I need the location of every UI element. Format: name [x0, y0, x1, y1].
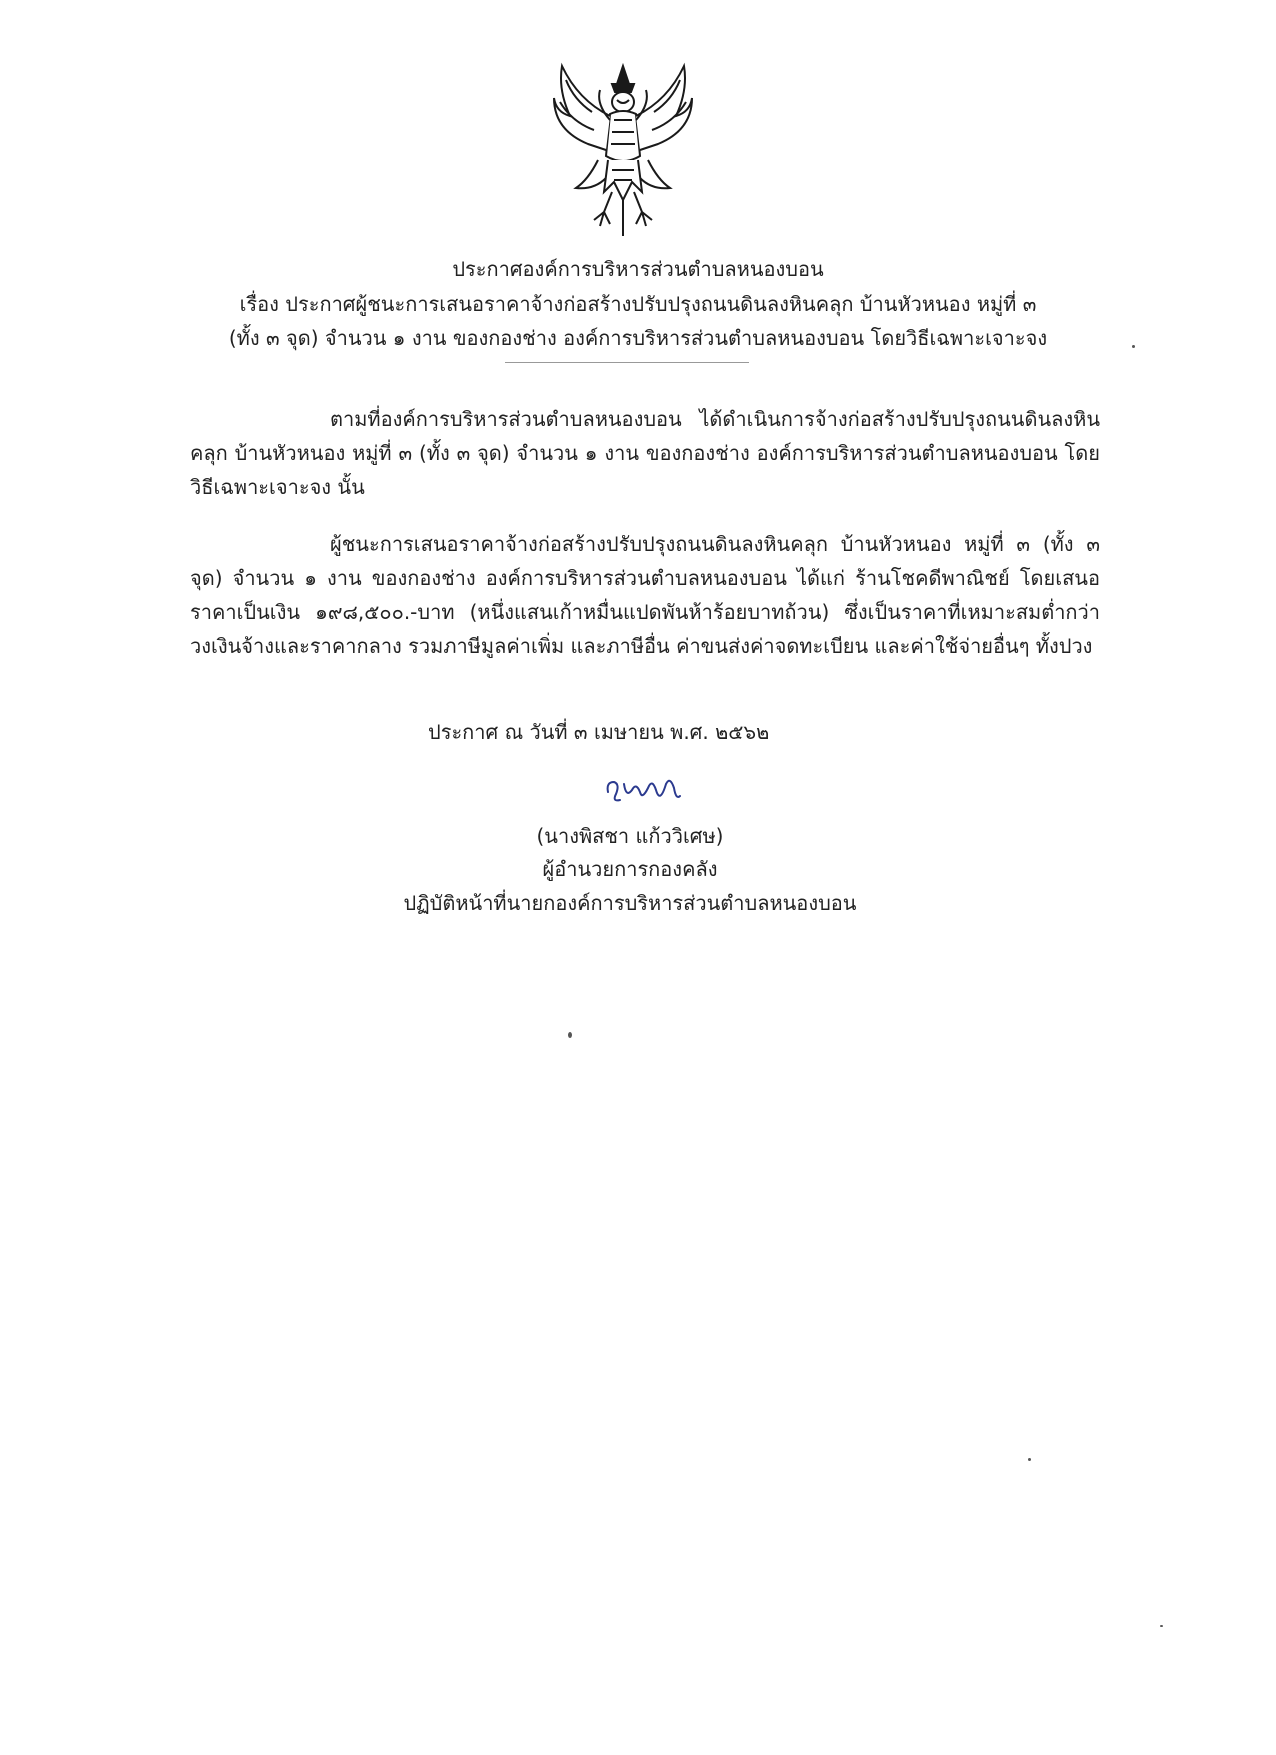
- divider: [505, 362, 749, 363]
- garuda-emblem-icon: [548, 60, 698, 238]
- body-paragraph-1: [190, 402, 1100, 504]
- announcement-subject: เรื่อง ประกาศผู้ชนะการเสนอราคาจ้างก่อสร้างปรับปรุงถนนดินลงหินคลุก บ้านหัวหนอง หมู่ที่ ๓: [239, 292, 1037, 316]
- scan-speck: [1028, 1458, 1031, 1461]
- paragraph-2-text: ผู้ชนะการเสนอราคาจ้างก่อสร้างปรับปรุงถนนดินลงหินคลุก บ้านหัวหนอง หมู่ที่ ๓ (ทั้ง ๓ จุด) จำนวน ๑ งาน ของกองช่าง องค์การบริหารส่วนตำบลหนองบอน ได้แก่ ร้านโชคดีพาณิชย์ โดยเสนอราคาเป็นเงิน ๑๙๘,๕๐๐.-บาท (หนึ่งแสนเก้าหมื่นแปดพันห้าร้อยบาทถ้วน) ซึ่งเป็นราคาที่เหมาะสมต่ำกว่าวงเงินจ้างและราคากลาง รวมภาษีมูลค่าเพิ่ม และภาษีอื่น ค่าขนส่งค่าจดทะเบียน และค่าใช้จ่ายอื่นๆ ทั้งปวง: [190, 532, 1100, 658]
- paragraph-1-text: ตามที่องค์การบริหารส่วนตำบลหนองบอน ได้ดำเนินการจ้างก่อสร้างปรับปรุงถนนดินลงหินคลุก บ้านหัวหนอง หมู่ที่ ๓ (ทั้ง ๓ จุด) จำนวน ๑ งาน ของกองช่าง องค์การบริหารส่วนตำบลหนองบอน โดยวิธีเฉพาะเจาะจง นั้น: [190, 407, 1100, 499]
- body-paragraph-2: [190, 527, 1100, 663]
- announcement-subject-cont: (ทั้ง ๓ จุด) จำนวน ๑ งาน ของกองช่าง องค์การบริหารส่วนตำบลหนองบอน โดยวิธีเฉพาะเจาะจง: [228, 326, 1048, 350]
- signer-name: (นางพิสชา แก้ววิเศษ): [536, 824, 724, 848]
- signer-acting-role: ปฏิบัติหน้าที่นายกองค์การบริหารส่วนตำบลหนองบอน: [403, 891, 857, 915]
- handwritten-signature: [600, 770, 690, 810]
- scan-speck: [1132, 345, 1135, 348]
- scan-speck: [568, 1032, 572, 1038]
- signer-position: ผู้อำนวยการกองคลัง: [542, 857, 718, 881]
- scan-speck: [1160, 1625, 1163, 1627]
- announcement-title: ประกาศองค์การบริหารส่วนตำบลหนองบอน: [452, 257, 824, 281]
- announcement-date: ประกาศ ณ วันที่ ๓ เมษายน พ.ศ. ๒๕๖๒: [428, 720, 770, 744]
